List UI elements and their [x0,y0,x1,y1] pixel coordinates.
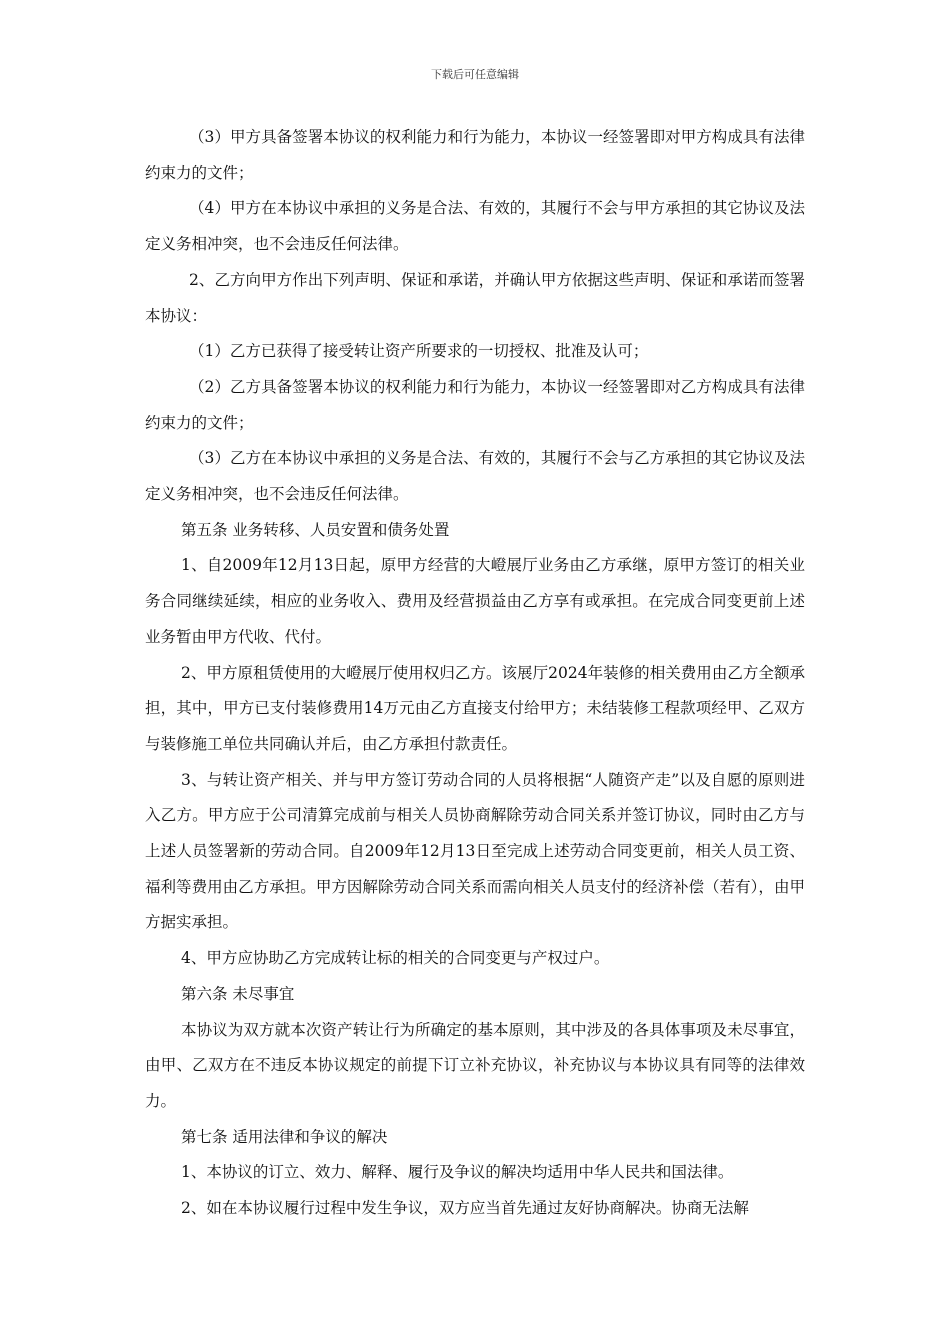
document-body [145,120,805,1227]
section-heading: 第六条 未尽事宜 [181,984,295,1003]
paragraph: （4）甲方在本协议中承担的义务是合法、有效的，其履行不会与甲方承担的其它协议及法定义务相冲突，也不会违反任何法律。 [145,199,805,254]
paragraph: 2、乙方向甲方作出下列声明、保证和承诺，并确认甲方依据这些声明、保证和承诺而签署本协议： [145,270,805,325]
paragraph: （3）乙方在本协议中承担的义务是合法、有效的，其履行不会与乙方承担的其它协议及法定义务相冲突，也不会违反任何法律。 [145,449,805,504]
paragraph: （2）乙方具备签署本协议的权利能力和行为能力，本协议一经签署即对乙方构成具有法律约束力的文件； [145,377,805,432]
paragraph: 4、甲方应协助乙方完成转让标的相关的合同变更与产权过户。 [181,949,610,968]
paragraph: 2、如在本协议履行过程中发生争议，双方应当首先通过友好协商解决。协商无法解 [181,1199,749,1218]
page-header: 下载后可任意编辑 [431,68,519,81]
paragraph: 本协议为双方就本次资产转让行为所确定的基本原则，其中涉及的各具体事项及未尽事宜，由甲、乙双方在不违反本协议规定的前提下订立补充协议，补充协议与本协议具有同等的法律效力。 [145,1020,805,1110]
paragraph: 1、自2009年12月13日起，原甲方经营的大嶝展厅业务由乙方承继，原甲方签订的相关业务合同继续延续，相应的业务收入、费用及经营损益由乙方享有或承担。在完成合同变更前上述业务暂由甲方代收、代付。 [145,556,805,646]
paragraph: 1、本协议的订立、效力、解释、履行及争议的解决均适用中华人民共和国法律。 [181,1163,734,1182]
section-heading: 第五条 业务转移、人员安置和债务处置 [181,520,450,539]
paragraph: 2、甲方原租赁使用的大嶝展厅使用权归乙方。该展厅2024年装修的相关费用由乙方全额承担，其中，甲方已支付装修费用14万元由乙方直接支付给甲方；未结装修工程款项经甲、乙双方与装修施工单位共同确认并后，由乙方承担付款责任。 [145,663,805,753]
paragraph: （3）甲方具备签署本协议的权利能力和行为能力，本协议一经签署即对甲方构成具有法律约束力的文件； [145,128,805,182]
paragraph: 3、与转让资产相关、并与甲方签订劳动合同的人员将根据“人随资产走”以及自愿的原则进入乙方。甲方应于公司清算完成前与相关人员协商解除劳动合同关系并签订协议，同时由乙方与上述人员签署新的劳动合同。自2009年12月13日至完成上述劳动合同变更前，相关人员工资、福利等费用由乙方承担。甲方因解除劳动合同关系而需向相关人员支付的经济补偿（若有），由甲方据实承担。 [145,770,805,932]
paragraph: （1）乙方已获得了接受转让资产所要求的一切授权、批准及认可； [189,342,649,361]
section-heading: 第七条 适用法律和争议的解决 [181,1127,388,1146]
